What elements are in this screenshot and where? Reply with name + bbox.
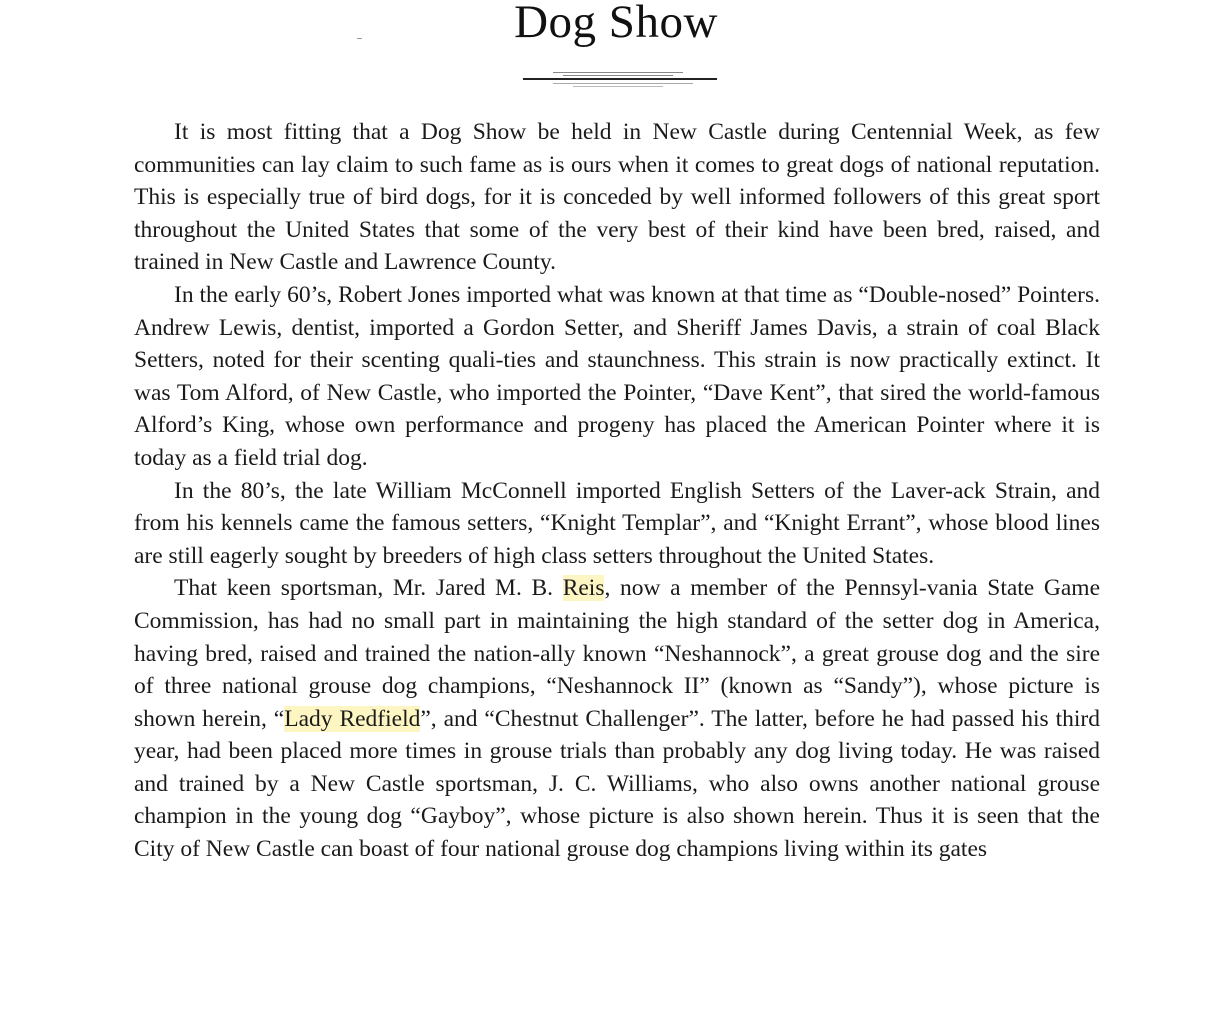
text-segment: In the 80’s, the late William McConnell imported English Setters of the Laver-ack Strain, and from his kennels came the famous setters, “Knight Templar”, and “Knight Errant”, whose blood lines are still eagerly sought by breeders of high class setters throughout the United States. bbox=[134, 477, 1100, 569]
paragraph bbox=[134, 475, 1100, 573]
scan-speck bbox=[357, 38, 362, 39]
highlighted-term-reis: Reis bbox=[562, 575, 605, 602]
title-divider bbox=[523, 70, 717, 88]
article-body bbox=[134, 116, 1100, 866]
paragraph bbox=[134, 572, 1100, 865]
text-segment: ”, and “Chestnut Challenger”. The latter, before he had passed his third year, had been placed more times in grouse trials than probably any dog living today. He was raised and trained by a New Castle sportsman, J. C. Williams, who also owns another national grouse champion in the young dog “Gayboy”, whose picture is also shown herein. Thus it is seen that the City of New Castle can boast of four national grouse dog champions living within its gates bbox=[134, 705, 1100, 863]
text-segment: That keen sportsman, Mr. Jared M. B. bbox=[174, 575, 563, 602]
highlighted-term-lady-redfield: Lady Redfield bbox=[284, 705, 421, 732]
paragraph bbox=[134, 279, 1100, 475]
text-segment: , now a member of the Pennsyl-vania State Game Commission, has had no small part in maintaining the high standard of the setter dog in America, having bred, raised and trained the nation-ally known “Neshannock”, a great grouse dog and the sire of three national grouse dog champions, “Neshannock II” (known as “Sandy”), whose picture is shown herein, “ bbox=[134, 575, 1100, 732]
paragraph bbox=[134, 116, 1100, 279]
text-segment: It is most fitting that a Dog Show be held in New Castle during Centennial Week, as few communities can lay claim to such fame as is ours when it comes to great dogs of national reputation. This is especially true of bird dogs, for it is conceded by well informed followers of this great sport throughout the United States that some of the very best of their kind have been bred, raised, and trained in New Castle and Lawrence County. bbox=[134, 119, 1100, 276]
page-title: Dog Show bbox=[514, 0, 718, 48]
text-segment: In the early 60’s, Robert Jones imported what was known at that time as “Double-nosed” Pointers. Andrew Lewis, dentist, imported a Gordon Setter, and Sheriff James Davis, a strain of coal Black Setters, noted for their scenting quali-ties and staunchness. This strain is now practically extinct. It was Tom Alford, of New Castle, who imported the Pointer, “Dave Kent”, that sired the world-famous Alford’s King, whose own performance and progeny has placed the American Pointer where it is today as a field trial dog. bbox=[134, 281, 1100, 471]
